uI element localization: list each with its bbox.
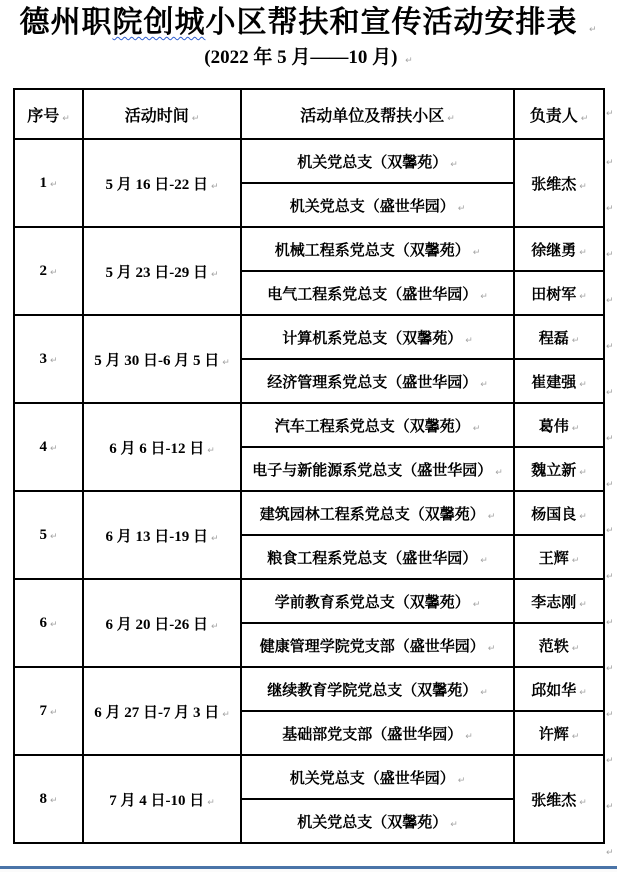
table-row — [14, 139, 604, 183]
title-text-trailing: 小区帮扶和宣传活动安排表 — [205, 6, 578, 39]
leader-value: 范轶 ↵ — [538, 638, 580, 655]
paragraph-mark-icon: ↵ — [222, 357, 230, 368]
serial-cell — [14, 227, 83, 315]
row-end-mark-icon: ↵ — [606, 250, 614, 260]
row-end-mark-icon: ↵ — [606, 572, 614, 582]
serial-value: 3 ↵ — [39, 350, 58, 367]
paragraph-mark-icon: ↵ — [579, 599, 587, 610]
leader-cell — [514, 227, 604, 271]
row-end-mark-icon: ↵ — [606, 342, 614, 352]
header-unit-label: 活动单位及帮扶小区 ↵ — [300, 107, 455, 125]
paragraph-mark-icon: ↵ — [49, 443, 58, 454]
leader-cell — [514, 579, 604, 623]
leader-cell — [514, 755, 604, 843]
time-value: 7 月 4 日-10 日 ↵ — [109, 792, 215, 809]
leader-value: 张维杰 ↵ — [531, 176, 587, 193]
header-cell-unit — [241, 89, 514, 139]
row-end-mark-icon: ↵ — [606, 434, 614, 444]
paragraph-mark-icon: ↵ — [472, 599, 481, 610]
paragraph-mark-icon: ↵ — [480, 555, 488, 566]
time-cell — [83, 491, 241, 579]
leader-value: 杨国良 ↵ — [531, 506, 587, 523]
row-end-mark-icon: ↵ — [606, 296, 614, 306]
time-cell — [83, 139, 241, 227]
paragraph-mark-icon: ↵ — [49, 267, 58, 278]
paragraph-mark-icon: ↵ — [210, 269, 219, 280]
time-value: 5 月 30 日-6 月 5 日 ↵ — [94, 352, 230, 369]
leader-value: 许辉 ↵ — [538, 726, 580, 743]
leader-value: 王辉 ↵ — [538, 550, 580, 567]
unit-cell — [241, 359, 514, 403]
unit-value: 经济管理系党总支（盛世华园） ↵ — [267, 374, 488, 391]
paragraph-mark-icon: ↵ — [487, 511, 496, 522]
unit-cell — [241, 183, 514, 227]
serial-cell — [14, 579, 83, 667]
paragraph-mark-icon: ↵ — [579, 291, 587, 302]
table-row — [14, 315, 604, 359]
unit-cell — [241, 711, 514, 755]
paragraph-mark-icon: ↵ — [450, 819, 458, 830]
leader-value: 徐继勇 ↵ — [531, 242, 587, 259]
table-row — [14, 667, 604, 711]
paragraph-mark-icon: ↵ — [480, 291, 488, 302]
leader-cell — [514, 667, 604, 711]
time-value: 5 月 16 日-22 日 ↵ — [105, 176, 219, 193]
unit-value: 电气工程系党总支（盛世华园） ↵ — [267, 286, 488, 303]
leader-cell — [514, 711, 604, 755]
title-spellcheck-wavy-segment: 院创城 — [112, 6, 206, 39]
unit-cell — [241, 403, 514, 447]
paragraph-mark-icon: ↵ — [579, 379, 587, 390]
paragraph-mark-icon: ↵ — [487, 643, 496, 654]
table-row — [14, 491, 604, 535]
paragraph-mark-icon: ↵ — [207, 797, 215, 808]
paragraph-mark-icon: ↵ — [49, 707, 58, 718]
time-value: 6 月 6 日-12 日 ↵ — [109, 440, 215, 457]
unit-value: 机械工程系党总支（双馨苑） ↵ — [274, 242, 481, 259]
unit-cell — [241, 315, 514, 359]
paragraph-mark-icon: ↵ — [495, 467, 503, 478]
unit-cell — [241, 447, 514, 491]
header-time-label: 活动时间 ↵ — [124, 107, 200, 125]
paragraph-mark-icon: ↵ — [49, 619, 58, 630]
unit-cell — [241, 755, 514, 799]
paragraph-mark-icon: ↵ — [472, 423, 481, 434]
serial-cell — [14, 403, 83, 491]
header-cell-serial — [14, 89, 83, 139]
time-cell — [83, 667, 241, 755]
unit-value: 机关党总支（盛世华园） ↵ — [289, 770, 466, 787]
serial-value: 2 ↵ — [39, 262, 58, 279]
unit-cell — [241, 271, 514, 315]
time-value: 6 月 27 日-7 月 3 日 ↵ — [94, 704, 230, 721]
leader-cell — [514, 359, 604, 403]
unit-value: 机关党总支（盛世华园） ↵ — [289, 198, 466, 215]
paragraph-mark-icon: ↵ — [405, 56, 413, 66]
leader-value: 张维杰 ↵ — [531, 792, 587, 809]
time-cell — [83, 403, 241, 491]
paragraph-mark-icon: ↵ — [480, 379, 488, 390]
unit-value: 继续教育学院党总支（双馨苑） ↵ — [267, 682, 488, 699]
serial-value: 8 ↵ — [39, 790, 58, 807]
unit-cell — [241, 139, 514, 183]
serial-value: 1 ↵ — [39, 174, 58, 191]
page-title — [0, 4, 617, 49]
serial-value: 6 ↵ — [39, 614, 58, 631]
unit-value: 机关党总支（双馨苑） ↵ — [297, 814, 458, 831]
paragraph-mark-icon: ↵ — [465, 335, 473, 346]
leader-cell — [514, 315, 604, 359]
serial-value: 5 ↵ — [39, 526, 58, 543]
paragraph-mark-icon: ↵ — [571, 335, 580, 346]
paragraph-mark-icon: ↵ — [579, 467, 587, 478]
row-end-mark-icon: ↵ — [606, 710, 614, 720]
unit-value: 粮食工程系党总支（盛世华园） ↵ — [267, 550, 488, 567]
unit-value: 建筑园林工程系党总支（双馨苑） ↵ — [259, 506, 496, 523]
paragraph-mark-icon: ↵ — [579, 687, 587, 698]
row-end-mark-icon: ↵ — [606, 109, 614, 119]
row-end-mark-icon: ↵ — [606, 756, 614, 766]
row-end-mark-icon: ↵ — [606, 664, 614, 674]
paragraph-mark-icon: ↵ — [472, 247, 481, 258]
paragraph-mark-icon: ↵ — [49, 795, 58, 806]
paragraph-mark-icon: ↵ — [210, 621, 219, 632]
paragraph-mark-icon: ↵ — [62, 113, 70, 124]
row-end-mark-icon: ↵ — [606, 204, 614, 214]
paragraph-mark-icon: ↵ — [191, 113, 200, 124]
time-cell — [83, 315, 241, 403]
row-end-marks-gutter — [606, 88, 617, 872]
time-value: 6 月 13 日-19 日 ↵ — [105, 528, 219, 545]
paragraph-mark-icon: ↵ — [579, 511, 587, 522]
paragraph-mark-icon: ↵ — [571, 423, 580, 434]
header-row — [14, 89, 604, 139]
unit-value: 计算机系党总支（双馨苑） ↵ — [282, 330, 473, 347]
unit-value: 学前教育系党总支（双馨苑） ↵ — [274, 594, 481, 611]
title-text-leading: 德州职 — [19, 6, 113, 39]
unit-cell — [241, 623, 514, 667]
paragraph-mark-icon: ↵ — [571, 643, 580, 654]
unit-value: 机关党总支（双馨苑） ↵ — [297, 154, 458, 171]
time-cell — [83, 755, 241, 843]
leader-value: 魏立新 ↵ — [531, 462, 587, 479]
row-end-mark-icon: ↵ — [606, 158, 614, 168]
paragraph-mark-icon: ↵ — [588, 25, 598, 35]
paragraph-mark-icon: ↵ — [210, 181, 219, 192]
unit-cell — [241, 799, 514, 843]
leader-cell — [514, 271, 604, 315]
unit-value: 基础部党支部（盛世华园） ↵ — [282, 726, 473, 743]
table-row — [14, 579, 604, 623]
paragraph-mark-icon: ↵ — [457, 203, 466, 214]
table-row — [14, 755, 604, 799]
row-end-mark-icon: ↵ — [606, 480, 614, 490]
leader-cell — [514, 491, 604, 535]
serial-cell — [14, 139, 83, 227]
time-cell — [83, 579, 241, 667]
paragraph-mark-icon: ↵ — [480, 687, 488, 698]
leader-cell — [514, 139, 604, 227]
row-end-mark-icon: ↵ — [606, 526, 614, 536]
serial-value: 4 ↵ — [39, 438, 58, 455]
paragraph-mark-icon: ↵ — [210, 533, 219, 544]
leader-value: 程磊 ↵ — [538, 330, 580, 347]
header-serial-label: 序号 ↵ — [27, 107, 70, 125]
paragraph-mark-icon: ↵ — [49, 531, 58, 542]
row-end-mark-icon: ↵ — [606, 618, 614, 628]
header-cell-time — [83, 89, 241, 139]
row-end-mark-icon: ↵ — [606, 388, 614, 398]
subtitle-text: (2022 年 5 月——10 月) — [204, 47, 398, 68]
paragraph-mark-icon: ↵ — [49, 355, 58, 366]
unit-cell — [241, 491, 514, 535]
unit-value: 汽车工程系党总支（双馨苑） ↵ — [274, 418, 481, 435]
leader-value: 田树军 ↵ — [531, 286, 587, 303]
serial-value: 7 ↵ — [39, 702, 58, 719]
row-end-mark-icon: ↵ — [606, 848, 614, 858]
row-end-mark-icon: ↵ — [606, 802, 614, 812]
paragraph-mark-icon: ↵ — [222, 709, 230, 720]
paragraph-mark-icon: ↵ — [207, 445, 215, 456]
paragraph-mark-icon: ↵ — [571, 555, 580, 566]
paragraph-mark-icon: ↵ — [579, 247, 587, 258]
time-value: 5 月 23 日-29 日 ↵ — [105, 264, 219, 281]
paragraph-mark-icon: ↵ — [579, 181, 587, 192]
leader-value: 邱如华 ↵ — [531, 682, 587, 699]
paragraph-mark-icon: ↵ — [580, 113, 589, 124]
leader-cell — [514, 447, 604, 491]
table-row — [14, 227, 604, 271]
unit-cell — [241, 227, 514, 271]
unit-value: 电子与新能源系党总支（盛世华园） ↵ — [252, 462, 503, 479]
unit-cell — [241, 535, 514, 579]
serial-cell — [14, 315, 83, 403]
paragraph-mark-icon: ↵ — [49, 179, 58, 190]
time-value: 6 月 20 日-26 日 ↵ — [105, 616, 219, 633]
leader-value: 崔建强 ↵ — [531, 374, 587, 391]
table-row — [14, 403, 604, 447]
header-leader-label: 负责人 ↵ — [529, 107, 589, 125]
time-cell — [83, 227, 241, 315]
leader-value: 李志刚 ↵ — [531, 594, 587, 611]
paragraph-mark-icon: ↵ — [465, 731, 473, 742]
leader-value: 葛伟 ↵ — [538, 418, 580, 435]
paragraph-mark-icon: ↵ — [579, 797, 587, 808]
serial-cell — [14, 491, 83, 579]
serial-cell — [14, 755, 83, 843]
leader-cell — [514, 535, 604, 579]
paragraph-mark-icon: ↵ — [571, 731, 580, 742]
paragraph-mark-icon: ↵ — [447, 113, 455, 124]
paragraph-mark-icon: ↵ — [450, 159, 458, 170]
unit-value: 健康管理学院党支部（盛世华园） ↵ — [259, 638, 496, 655]
header-cell-leader — [514, 89, 604, 139]
paragraph-mark-icon: ↵ — [457, 775, 466, 786]
leader-cell — [514, 403, 604, 447]
serial-cell — [14, 667, 83, 755]
page-subtitle — [0, 45, 617, 74]
leader-cell — [514, 623, 604, 667]
unit-cell — [241, 579, 514, 623]
schedule-table — [13, 88, 605, 844]
unit-cell — [241, 667, 514, 711]
